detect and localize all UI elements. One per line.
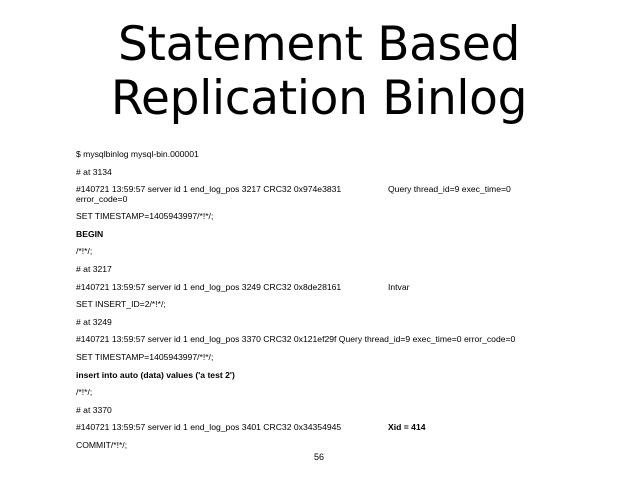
log-line-continuation: error_code=0	[76, 194, 128, 205]
log-line-event-header: #140721 13:59:57 server id 1 end_log_pos 3401 CRC32 0x34354945	[76, 422, 342, 433]
log-line-event-type: Intvar	[388, 281, 410, 292]
log-line: SET INSERT_ID=2/*!*/;	[76, 299, 166, 310]
log-line: SET TIMESTAMP=1405943997/*!*/;	[76, 211, 214, 222]
log-line: # at 3370	[76, 404, 112, 415]
log-line-event-type: Xid = 414	[388, 422, 426, 433]
log-line-event-header: #140721 13:59:57 server id 1 end_log_pos 3249 CRC32 0x8de28161	[76, 281, 342, 292]
log-line: BEGIN	[76, 228, 104, 239]
log-line: #140721 13:59:57 server id 1 end_log_pos 3370 CRC32 0x121ef29f Query thread_id=9 exec_time=0 error_code=0	[76, 334, 516, 345]
log-line-event-type: Query thread_id=9 exec_time=0	[388, 184, 511, 195]
slide-title	[0, 18, 638, 126]
log-line: $ mysqlbinlog mysql-bin.000001	[76, 149, 199, 159]
page-number: 56	[313, 452, 324, 462]
log-line: /*!*/;	[76, 246, 93, 257]
log-line	[76, 181, 596, 208]
slide-title-line-2: Replication Binlog	[110, 71, 528, 126]
log-line: SET TIMESTAMP=1405943997/*!*/;	[76, 351, 214, 362]
log-line: COMMIT/*!*/;	[76, 439, 128, 450]
log-line: insert into auto (data) values ('a test 2')	[76, 369, 235, 380]
log-line-event-header: #140721 13:59:57 server id 1 end_log_pos 3217 CRC32 0x974e3831	[76, 184, 342, 195]
binlog-output	[76, 146, 596, 455]
log-line: # at 3249	[76, 316, 112, 327]
log-line: # at 3217	[76, 263, 112, 274]
log-line	[76, 419, 596, 437]
log-line	[76, 279, 596, 297]
slide-title-line-1: Statement Based	[117, 17, 521, 72]
log-line: /*!*/;	[76, 387, 93, 398]
log-line: # at 3134	[76, 166, 112, 177]
